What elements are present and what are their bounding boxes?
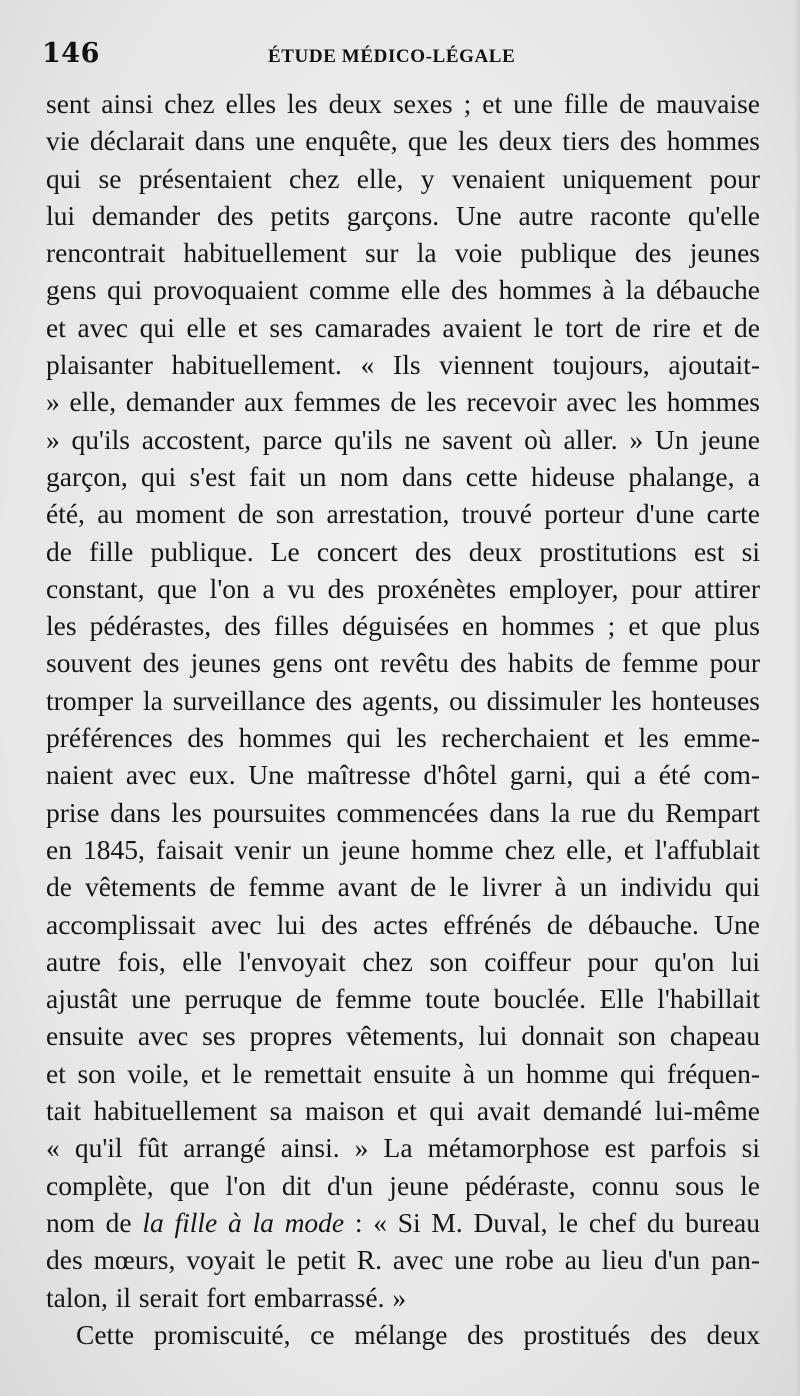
text-line: rencontrait habituellement sur la voie publique des jeunes: [46, 237, 760, 269]
text-line: gens qui provoquaient comme elle des hommes à la débauche: [46, 274, 760, 306]
text-line: de vêtements de femme avant de le livrer à un individu qui: [46, 871, 760, 903]
text-line: naient avec eux. Une maîtresse d'hôtel garni, qui a été com-: [46, 759, 760, 791]
text-line: plaisanter habituellement. « Ils viennent toujours, ajoutait-: [46, 349, 760, 381]
text-line: de fille publique. Le concert des deux prostitutions est si: [46, 535, 760, 567]
page-header: [38, 38, 758, 78]
page-edge-shadow: [794, 0, 800, 1396]
text-line: » elle, demander aux femmes de les recevoir avec les hommes: [46, 386, 760, 418]
text-line: « qu'il fût arrangé ainsi. » La métamorphose est parfois si: [46, 1132, 760, 1164]
text-line: ensuite avec ses propres vêtements, lui donnait son chapeau: [46, 1020, 760, 1052]
text-line: souvent des jeunes gens ont revêtu des habits de femme pour: [46, 647, 760, 679]
text-line: talon, il serait fort embarrassé. »: [46, 1281, 407, 1313]
text-line: nom de la fille à la mode : « Si M. Duval, le chef du bureau: [46, 1206, 760, 1238]
italic-phrase: la fille à la mode: [142, 1206, 345, 1238]
page-footer: [0, 1360, 800, 1390]
text-line: complète, que l'on dit d'un jeune pédéraste, connu sous le: [46, 1169, 760, 1201]
text-line: préférences des hommes qui les recherchaient et les emme-: [46, 722, 760, 754]
body-text: [46, 85, 760, 1353]
page-number: 146: [42, 38, 100, 69]
text-line: vie déclarait dans une enquête, que les deux tiers des hommes: [46, 125, 760, 157]
text-line: les pédérastes, des filles déguisées en hommes ; et que plus: [46, 610, 760, 642]
text-line: autre fois, elle l'envoyait chez son coiffeur pour qu'on lui: [46, 945, 760, 977]
text-line: sent ainsi chez elles les deux sexes ; et une fille de mauvaise: [46, 88, 760, 119]
text-line: lui demander des petits garçons. Une autre raconte qu'elle: [46, 199, 760, 231]
text-line: prise dans les poursuites commencées dans la rue du Rempart: [46, 796, 760, 828]
text-line: et son voile, et le remettait ensuite à un homme qui fréquen-: [46, 1057, 760, 1089]
text-line: tromper la surveillance des agents, ou dissimuler les honteuses: [46, 684, 760, 716]
text-line: garçon, qui s'est fait un nom dans cette hideuse phalange, a: [46, 460, 760, 492]
text-line: été, au moment de son arrestation, trouvé porteur d'une carte: [46, 498, 760, 530]
text-line: et avec qui elle et ses camarades avaient le tort de rire et de: [46, 311, 760, 343]
text-line: en 1845, faisait venir un jeune homme chez elle, et l'affublait: [46, 833, 760, 865]
text-line: des mœurs, voyait le petit R. avec une robe au lieu d'un pan-: [46, 1244, 760, 1276]
text-line: accomplissait avec lui des actes effrénés de débauche. Une: [46, 908, 760, 940]
text-line: Cette promiscuité, ce mélange des prostitués des deux: [76, 1318, 760, 1350]
text-line: tait habituellement sa maison et qui avait demandé lui-même: [46, 1095, 760, 1127]
text-line: » qu'ils accostent, parce qu'ils ne savent où aller. » Un jeune: [46, 423, 760, 455]
text-line: qui se présentaient chez elle, y venaient uniquement pour: [46, 162, 760, 194]
text-line: ajustât une perruque de femme toute bouclée. Elle l'habillait: [46, 983, 760, 1015]
text-line: constant, que l'on a vu des proxénètes employer, pour attirer: [46, 572, 760, 604]
running-title: ÉTUDE MÉDICO-LÉGALE: [268, 46, 516, 67]
